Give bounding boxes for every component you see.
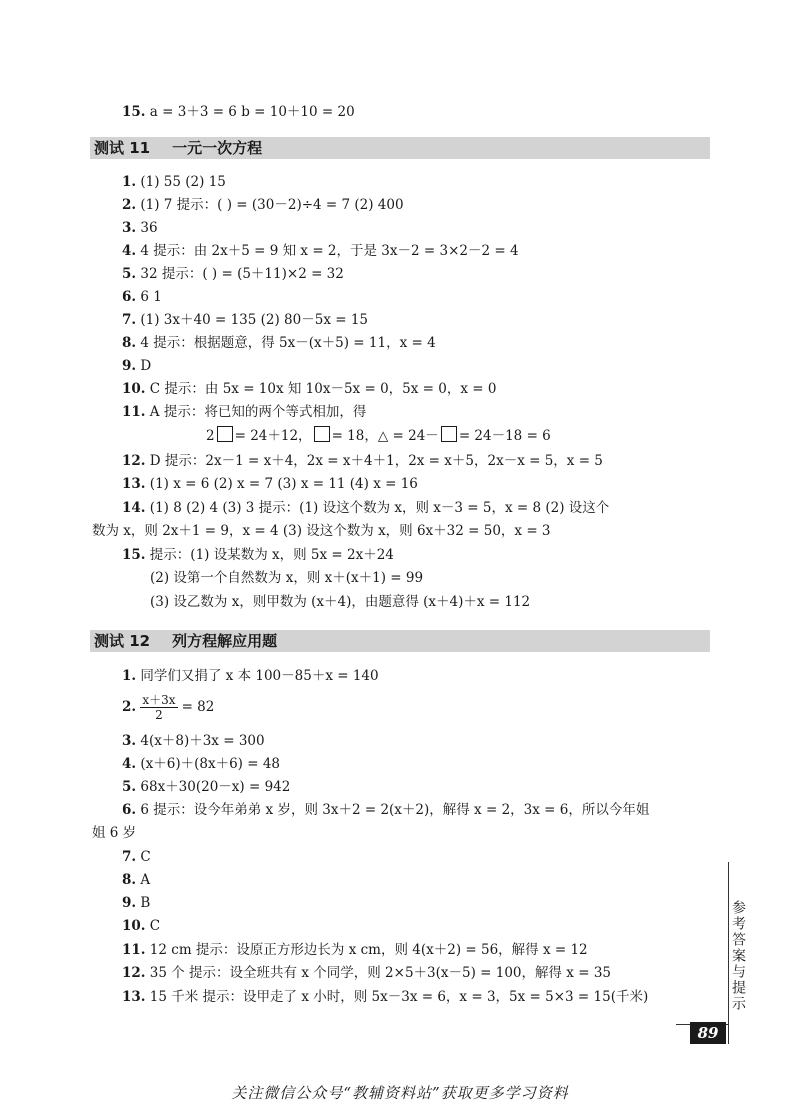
answer-line: 6. 6 提示：设今年弟弟 x 岁，则 3x＋2 = 2(x＋2)，解得 x = 2，3x = 6，所以今年姐 xyxy=(122,802,650,818)
answer-line: 4. 4 提示：由 2x＋5 = 9 知 x = 2，于是 3x－2 = 3×2－2 = 4 xyxy=(122,243,519,259)
answer-line: 8. 4 提示：根据题意，得 5x－(x＋5) = 11，x = 4 xyxy=(122,335,436,351)
answer-line: 2. (1) 7 提示：( ) = (30－2)÷4 = 7 (2) 400 xyxy=(122,197,404,213)
answer-line-continued: 姐 6 岁 xyxy=(92,825,137,841)
answer-line-continued: (3) 设乙数为 x，则甲数为 (x＋4)，由题意得 (x＋4)＋x = 112 xyxy=(150,594,531,610)
blank-square xyxy=(314,426,330,442)
fraction: $\frac{x+3x}{2}$ xyxy=(142,693,176,722)
page-number: 89 xyxy=(690,1022,726,1044)
answer-line: 11. A 提示：将已知的两个等式相加，得 xyxy=(122,404,367,420)
answer-line-continued: 2 = 24＋12， = 18，△ = 24－ = 24－18 = 6 xyxy=(206,428,551,444)
answer-line-continued: 数为 x，则 2x＋1 = 9，x = 4 (3) 设这个数为 x，则 6x＋32 = 50，x = 3 xyxy=(92,523,551,539)
answer-line: 1. (1) 55 (2) 15 xyxy=(122,174,226,190)
blank-square xyxy=(217,426,233,442)
answer-line: 15. 提示：(1) 设某数为 x，则 5x = 2x＋24 xyxy=(122,547,394,563)
answer-line: 4. (x＋6)＋(8x＋6) = 48 xyxy=(122,756,281,772)
answer-line: 9. B xyxy=(122,895,151,911)
answer-line: 13. (1) x = 6 (2) x = 7 (3) x = 11 (4) x = 16 xyxy=(122,476,418,492)
answer-line: 5. 32 提示：( ) = (5＋11)×2 = 32 xyxy=(122,266,344,282)
answer-line: 10. C 提示：由 5x = 10x 知 10x－5x = 0，5x = 0，x = 0 xyxy=(122,381,497,397)
section-header: 测试 11 一元一次方程 xyxy=(90,137,710,159)
answer-line: 3. 4(x＋8)＋3x = 300 xyxy=(122,733,265,749)
answer-line-continued: (2) 设第一个自然数为 x，则 x＋(x＋1) = 99 xyxy=(150,570,424,586)
answer-line: 2. $\frac{x+3x}{2}$ = 82 xyxy=(122,693,215,722)
answer-line: 10. C xyxy=(122,918,161,934)
answer-line: 5. 68x＋30(20－x) = 942 xyxy=(122,779,291,795)
answer-line: 12. D 提示：2x－1 = x＋4，2x = x＋4＋1，2x = x＋5，2x－x = 5，x = 5 xyxy=(122,453,603,469)
answer-line: 13. 15 千米 提示：设甲走了 x 小时，则 5x－3x = 6，x = 3，5x = 5×3 = 15(千米) xyxy=(122,989,649,1005)
footer-note: 关注微信公众号“教辅资料站”获取更多学习资料 xyxy=(231,1084,569,1102)
answer-line: 15. a = 3＋3 = 6 b = 10＋10 = 20 xyxy=(122,104,355,120)
answer-line: 3. 36 xyxy=(122,220,158,236)
answer-line: 8. A xyxy=(122,872,151,888)
answer-line: 1. 同学们又捐了 x 本 100－85＋x = 140 xyxy=(122,668,379,684)
chapter-side-label: 参考答案与提示 xyxy=(730,900,746,1012)
answer-line: 7. C xyxy=(122,849,151,865)
answer-line: 9. D xyxy=(122,358,152,374)
answer-line: 14. (1) 8 (2) 4 (3) 3 提示：(1) 设这个数为 x，则 x－3 = 5，x = 8 (2) 设这个 xyxy=(122,500,610,516)
section-header: 测试 12 列方程解应用题 xyxy=(90,630,710,652)
answer-line: 7. (1) 3x＋40 = 135 (2) 80－5x = 15 xyxy=(122,312,369,328)
answer-line: 6. 6 1 xyxy=(122,289,162,305)
answer-line: 11. 12 cm 提示：设原正方形边长为 x cm，则 4(x＋2) = 56，解得 x = 12 xyxy=(122,942,588,958)
answer-line: 12. 35 个 提示：设全班共有 x 个同学，则 2×5＋3(x－5) = 100，解得 x = 35 xyxy=(122,965,611,981)
blank-square xyxy=(441,426,457,442)
